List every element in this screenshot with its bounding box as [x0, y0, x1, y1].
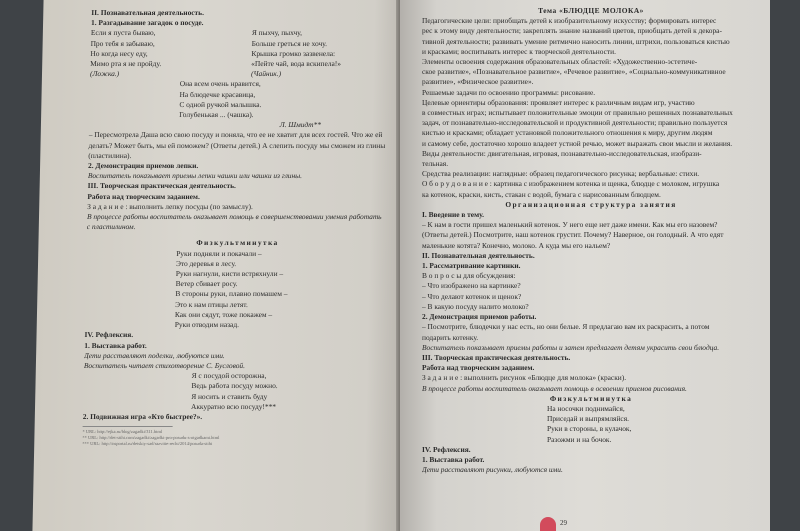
text-line: Как они сядут, тоже покажем –: [174, 309, 273, 319]
text-line: Голубенькая ... (чашка).: [179, 110, 254, 120]
text-line: 1. Выставка работ.: [422, 454, 485, 464]
text-line: 1. Выставка работ.: [84, 340, 147, 350]
text-column: (Чайник.): [250, 69, 282, 79]
text-line: [90, 59, 392, 69]
right-page: [400, 0, 770, 531]
right-page-text: [422, 6, 760, 475]
text-line: и красками; воспитывать интерес к творческой деятельности.: [422, 46, 616, 56]
text-line: Аккуратно всю посуду!***: [190, 401, 277, 411]
text-line: 2. Подвижная игра «Кто быстрее?».: [82, 411, 203, 421]
text-line: Разожми и на бочок.: [547, 434, 612, 444]
text-column: Я пыхчу, пыхчу,: [251, 28, 303, 38]
text-line: [91, 28, 393, 38]
text-line: тельная.: [422, 159, 449, 169]
text-column: «Пейте чай, вода вскипела!»: [251, 59, 342, 69]
left-page: [32, 0, 411, 531]
text-line: 1. Рассматривание картинки.: [422, 261, 521, 271]
text-line: Приседай и выпрямляйся.: [547, 414, 629, 424]
text-line: III. Творческая практическая деятельность.: [87, 181, 237, 191]
text-line: II. Познавательная деятельность.: [91, 8, 205, 17]
text-line: [90, 69, 392, 79]
text-line: III. Творческая практическая деятельность.: [422, 352, 571, 362]
text-line: в совместных играх; испытывает положительные эмоции от правильно решенных познавательных: [422, 108, 733, 118]
text-line: задач, от познавательно-исследовательской и продуктивной деятельности; правильно пользуется: [422, 118, 728, 128]
text-line: На блюдечке красавица,: [179, 89, 256, 99]
text-line: Работа над творческим заданием.: [422, 363, 535, 373]
text-column: Мимо рта я не пройду.: [90, 59, 162, 69]
text-line: О б о р у д о в а н и е : картинка с изображением котенка и щенка, блюдце с молоком, игрушка: [422, 179, 720, 189]
text-line: Ветер сбивает росу.: [175, 279, 238, 289]
text-line: Л. Шмидт**: [279, 120, 322, 130]
text-line: Виды деятельности: двигательная, игровая, познавательно-исследовательская, изобрази-: [422, 148, 702, 158]
text-line: (Ответы детей.) Посмотрите, наш котенок грустит. Почему? Наверное, он голодный. А что едят: [422, 230, 724, 240]
text-line: В процессе работы воспитатель оказывает помощь в освоении приемов рисования.: [422, 383, 687, 393]
text-line: – К нам в гости пришел маленький котенок. У него еще нет даже имени. Как мы его назовем?: [422, 220, 718, 230]
text-line: Физкультминутка: [196, 238, 279, 248]
text-line: Руки в стороны, в кулачок,: [547, 424, 632, 434]
text-line: Воспитатель читает стихотворение С. Бусловой.: [83, 360, 246, 370]
text-line: тивной деятельности; развивать умение ритмично наносить линии, штрихи, пользоваться кистью: [422, 36, 730, 46]
text-line: Элементы освоения содержания образовательных областей: «Художественно-эстетиче-: [422, 57, 698, 67]
footnotes: [82, 429, 384, 447]
text-line: развитие», «Физическое развитие».: [422, 77, 534, 87]
text-line: Это деревья в лесу.: [175, 258, 237, 268]
text-line: Я с посудой осторожна,: [191, 371, 267, 381]
text-line: Руки подняли и покачали –: [176, 248, 262, 258]
text-line: Ведь работа посуду можно.: [191, 381, 278, 391]
text-line: – Посмотрите, блюдечки у нас есть, но они белые. Я предлагаю вам их раскрасить, а потом: [422, 322, 710, 332]
text-line: Тема «БЛЮДЦЕ МОЛОКА»: [538, 6, 644, 15]
text-column: Больше греться не хочу.: [251, 38, 328, 48]
text-line: Целевые ориентиры образования: проявляет интерес к различным видам игр, участию: [422, 97, 695, 107]
text-column: (Ложка.): [89, 69, 120, 79]
text-line: IV. Рефлексия.: [84, 330, 134, 340]
text-line: с пластилином.: [86, 222, 136, 232]
left-page-text: [83, 8, 394, 422]
text-line: ское развитие», «Познавательное развитие», «Речевое развитие», «Социально-коммуникативное: [422, 67, 726, 77]
text-line: ка котенок, краски, кисть, стакан с водой, бумага с нарисованным блюдцем.: [422, 189, 661, 199]
text-line: Воспитатель показывает приемы работы и затем предлагает детям украсить свои блюдца.: [422, 342, 720, 352]
text-line: Дети расставляют рисунки, любуются ими.: [422, 465, 563, 475]
text-line: Руки нагнули, кисти встряхнули –: [175, 269, 284, 279]
text-line: 2. Демонстрация приемов лепки.: [87, 161, 199, 171]
text-line: маленькие котята? Конечно, молоко. А куда мы его нальем?: [422, 240, 611, 250]
bookmark-tab: [540, 517, 556, 531]
text-line: и самому себе, достаточно хорошо владеет устной речью, может выражать свои мысли и желания.: [422, 138, 733, 148]
text-line: Физкультминутка: [549, 393, 633, 403]
text-column: Про тебя я забываю,: [90, 38, 155, 48]
text-line: [91, 39, 393, 49]
text-line: [90, 49, 392, 59]
text-line: Средства реализации: наглядные: образец педагогического рисунка; вербальные: стихи.: [422, 169, 700, 179]
footnote: * URL: http://ejka.ru/blog/zagadki/311.html: [82, 429, 163, 435]
text-line: кистью и красками; обладает установкой положительного отношения к миру, другим людям: [422, 128, 713, 138]
text-line: – Пересмотрела Даша всю свою посуду и поняла, что ее не хватит для всех гостей. Что же ей: [88, 130, 383, 140]
text-line: 2. Демонстрация приемов работы.: [422, 312, 537, 322]
text-line: I. Введение в тему.: [422, 210, 484, 220]
text-column: Крышка громко зазвенела:: [251, 48, 336, 58]
text-line: На носочки поднимайся,: [547, 403, 625, 413]
text-line: Дети расставляют поделки, любуются ими.: [84, 350, 225, 360]
text-line: – Что делают котенок и щенок?: [422, 291, 522, 301]
page-number: 29: [560, 519, 567, 527]
footnote-rule: [83, 426, 173, 427]
text-line: – Что изображено на картинке?: [422, 281, 521, 291]
footnote: *** URL: http://nsportal.ru/detskiy-sad/razvitie-rechi/2014/posuda-stihi: [82, 441, 213, 447]
text-line: Работа над творческим заданием.: [87, 191, 200, 201]
text-line: подарить котенку.: [422, 332, 479, 342]
text-line: Я носить и ставить буду: [191, 391, 268, 401]
text-line: В о п р о с ы для обсуждения:: [422, 271, 516, 281]
text-line: Это к нам птицы летят.: [175, 299, 248, 309]
text-column: Если я пуста бываю,: [90, 28, 156, 38]
text-line: З а д а н и е : выполнить лепку посуды (по замыслу).: [87, 201, 253, 211]
text-line: С одной ручкой малышка.: [179, 99, 262, 109]
text-line: Воспитатель показывает приемы лепки чашки или чашки из глины.: [87, 171, 303, 181]
footnote: ** URL: http://det-stihi.com/zagadki/zagadki-pro-posudu-s-otgadkami.html: [82, 435, 220, 441]
text-line: II. Познавательная деятельность.: [422, 250, 535, 260]
text-line: делать? Может быть, мы ей поможем? (Ответы детей.) А слепить посуду мы сможем из глины: [88, 140, 386, 150]
text-line: IV. Рефлексия.: [422, 444, 471, 454]
text-line: З а д а н и е : выполнить рисунок «Блюдце для молока» (краски).: [422, 373, 627, 383]
text-line: В стороны руки, плавно помашем –: [175, 289, 288, 299]
text-line: Она всем очень нравится,: [179, 79, 261, 89]
text-line: (пластилина).: [88, 150, 132, 160]
text-line: – В какую посуду налито молоко?: [422, 301, 529, 311]
text-column: Но когда несу еду,: [90, 48, 148, 58]
text-line: 1. Разгадывание загадок о посуде.: [90, 18, 204, 28]
text-line: Руки отводим назад.: [174, 320, 240, 330]
text-line: Организационная структура занятия: [505, 199, 677, 209]
text-line: Педагогические цели: приобщать детей к изобразительному искусству; формировать интерес: [422, 16, 717, 26]
text-line: рес к этому виду деятельности; закреплять знание названий цветов, приобщать детей к декора-: [422, 26, 722, 36]
text-line: В процессе работы воспитатель оказывает помощь в совершенствовании умения работать: [86, 212, 382, 222]
text-line: Решаемые задачи по освоению программы: рисование.: [422, 87, 596, 97]
